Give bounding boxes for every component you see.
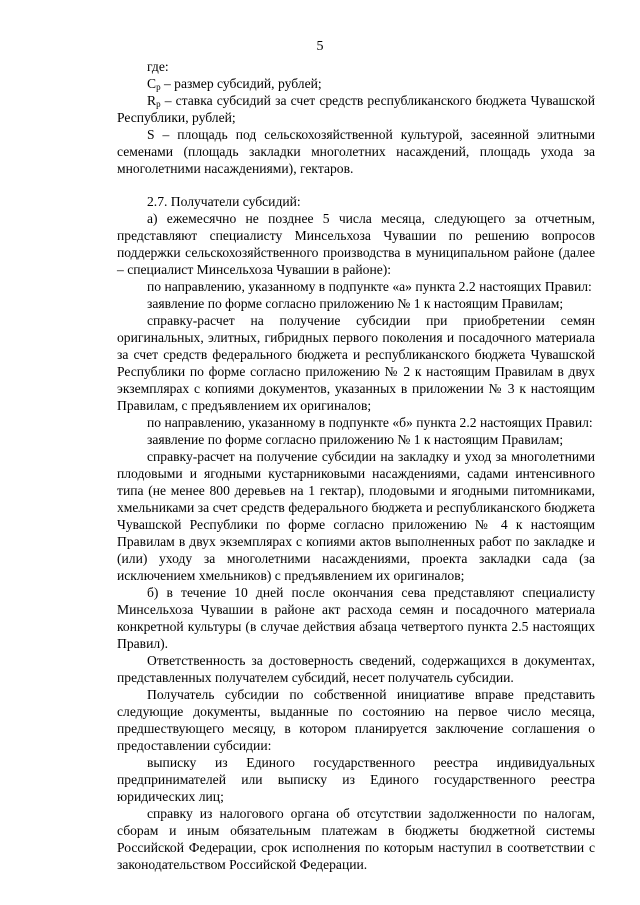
formula-var-c xyxy=(117,75,595,92)
where-label: где: xyxy=(147,59,169,74)
paragraph: б) в течение 10 дней после окончания сева представляют специалисту Минсельхоза Чувашии в районе акт расхода семян и посадочного материала конкретной культуры (в случае действия абзаца четвертого пункта 2.5 настоящих Правил). xyxy=(117,585,595,651)
formula-var-s: S – площадь под сельскохозяйственной культурой, засеянной элитными семенами (площадь закладки многолетних насаждений, площадь ухода за многолетними насаждениями), гектаров. xyxy=(117,127,595,176)
formula-var-r xyxy=(117,92,595,126)
var-symbol: C xyxy=(147,76,157,91)
paragraph: выписку из Единого государственного реестра индивидуальных предпринимателей или выписку из Единого государственного реестра юридических лиц; xyxy=(117,755,595,804)
paragraph: заявление по форме согласно приложению № 1 к настоящим Правилам; xyxy=(147,296,564,311)
document-body xyxy=(117,58,595,873)
var-subscript: р xyxy=(156,99,161,109)
paragraph: по направлению, указанному в подпункте «а» пункта 2.2 настоящих Правил: xyxy=(147,279,592,294)
spacer xyxy=(117,177,595,193)
var-definition: – ставка субсидий за счет средств республиканского бюджета Чувашской Республики, рублей; xyxy=(117,93,595,125)
paragraph: справку из налогового органа об отсутствии задолженности по налогам, сборам и иным обязательным платежам в бюджеты бюджетной системы Российской Федерации, срок исполнения по которым наступил в соответствии с законодательством Российской Федерации. xyxy=(117,806,595,872)
page-number: 5 xyxy=(316,39,324,54)
var-definition: – размер субсидий, рублей; xyxy=(160,76,322,91)
var-subscript: р xyxy=(156,82,161,92)
paragraph: Получатель субсидии по собственной инициативе вправе представить следующие документы, выданные по состоянию на первое число месяца, предшествующего месяцу, в котором планируется заключение соглашения о предоставлении субсидии: xyxy=(117,687,595,753)
paragraph: заявление по форме согласно приложению № 1 к настоящим Правилам; xyxy=(147,432,564,447)
paragraph: по направлению, указанному в подпункте «б» пункта 2.2 настоящих Правил: xyxy=(147,415,593,430)
section-heading: 2.7. Получатели субсидий: xyxy=(147,194,301,209)
paragraph: справку-расчет на получение субсидии на закладку и уход за многолетними плодовыми и ягодными кустарниковыми насаждениями, садами интенсивного типа (не менее 800 деревьев на 1 гектар), плодовыми и ягодными питомниками, хмельниками за счет средств федерального бюджета и республиканского бюджета Чувашской Республики по форме согласно приложению № 4 к настоящим Правилам в двух экземплярах с копиями актов выполненных работ по закладке и (или) уходу за многолетними насаждениями, проекта закладки сада (за исключением хмельников) с предъявлением их оригиналов; xyxy=(117,449,595,583)
paragraph: а) ежемесячно не позднее 5 числа месяца, следующего за отчетным, представляют специалисту Минсельхоза Чувашии по решению вопросов поддержки сельскохозяйственного производства в муниципальном районе (далее – специалист Минсельхоза Чувашии в районе): xyxy=(117,211,595,277)
paragraph: справку-расчет на получение субсидии при приобретении семян оригинальных, элитных, гибридных первого поколения и посадочного материала за счет средств федерального бюджета и республиканского бюджета Чувашской Республики по форме согласно приложению № 2 к настоящим Правилам в двух экземплярах с копиями документов, указанных в приложении № 3 к настоящим Правилам, с предъявлением их оригиналов; xyxy=(117,313,595,413)
var-symbol: R xyxy=(147,93,157,108)
paragraph: Ответственность за достоверность сведений, содержащихся в документах, представленных получателем субсидий, несет получатель субсидии. xyxy=(117,653,595,685)
